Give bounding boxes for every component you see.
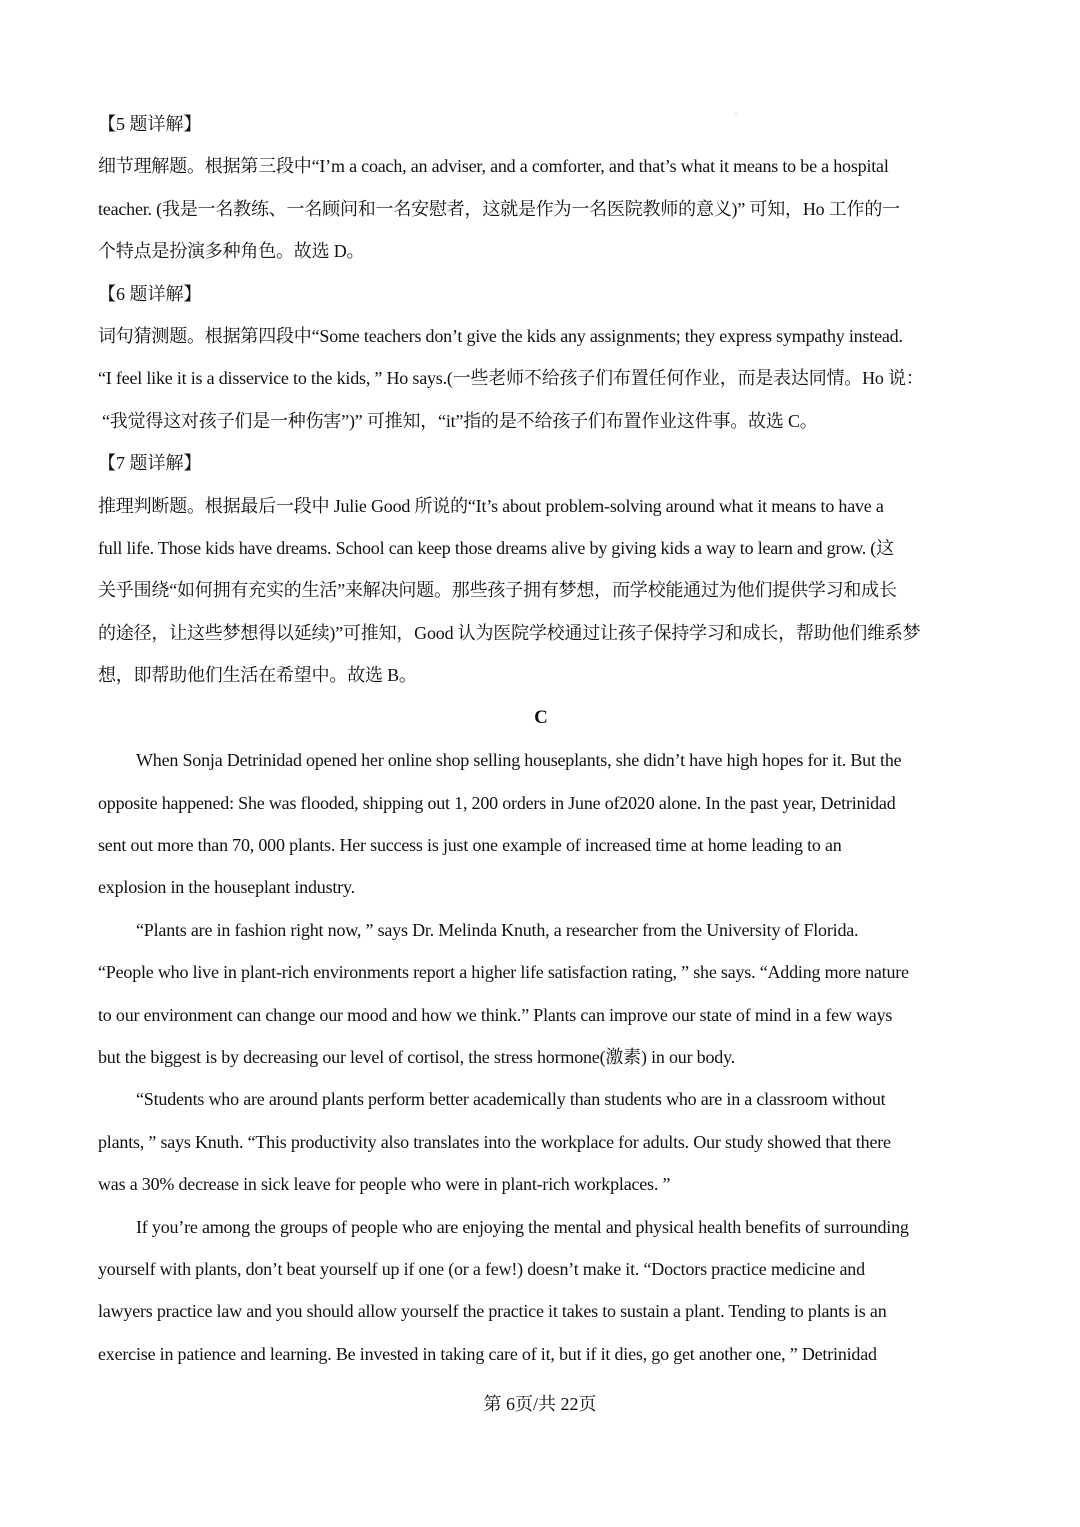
- text-line: If you’re among the groups of people who are enjoying the mental and physical health benefits of surrounding: [136, 1216, 909, 1237]
- text-line: to our environment can change our mood and how we think.” Plants can improve our state of mind in a few ways: [98, 1004, 893, 1025]
- passage-paragraph-1: [98, 739, 984, 909]
- answer-section-5: [98, 103, 984, 273]
- text-line: “People who live in plant-rich environments report a higher life satisfaction rating, ” she says. “Adding more nature: [98, 962, 909, 983]
- text-line: 细节理解题。根据第三段中“I’m a coach, an adviser, and a comforter, and that’s what it means to be a hospital: [98, 156, 889, 177]
- passage-paragraph-4: [98, 1206, 984, 1376]
- text-line: “I feel like it is a disservice to the kids, ” Ho says.(一些老师不给孩子们布置任何作业，而是表达同情。Ho 说：: [98, 368, 924, 389]
- text-line: “Plants are in fashion right now, ” says Dr. Melinda Knuth, a researcher from the University of Florida.: [136, 919, 859, 940]
- passage-title: C: [534, 706, 548, 728]
- text-line: “我觉得这对孩子们是一种伤害”)” 可推知，“it”指的是不给孩子们布置作业这件事。故选 C。: [102, 410, 818, 431]
- text-line: “Students who are around plants perform better academically than students who are in a classroom without: [136, 1089, 886, 1110]
- reading-passage-c: [98, 697, 984, 1376]
- text-line: explosion in the houseplant industry.: [98, 877, 355, 898]
- text-line: but the biggest is by decreasing our level of cortisol, the stress hormone(激素) in our body.: [98, 1046, 735, 1067]
- text-line: full life. Those kids have dreams. School can keep those dreams alive by giving kids a way to learn and grow. (这: [98, 538, 894, 559]
- section-heading: 【5 题详解】: [98, 114, 202, 134]
- section-heading: 【7 题详解】: [98, 453, 202, 474]
- text-line: opposite happened: She was flooded, shipping out 1, 200 orders in June of2020 alone. In the past year, Detrinidad: [98, 792, 896, 813]
- text-line: 的途径，让这些梦想得以延续)”可推知，Good 认为医院学校通过让孩子保持学习和成长，帮助他们维系梦: [98, 622, 921, 643]
- text-line: sent out more than 70, 000 plants. Her success is just one example of increased time at home leading to an: [98, 834, 842, 855]
- text-line: 推理判断题。根据最后一段中 Julie Good 所说的“It’s about problem-solving around what it means to have a: [98, 495, 884, 516]
- page-number-footer: 第 6页/共 22页: [483, 1394, 597, 1414]
- text-line: plants, ” says Knuth. “This productivity also translates into the workplace for adults. Our study showed that there: [98, 1131, 891, 1152]
- passage-paragraph-2: [98, 909, 984, 1079]
- text-line: 个特点是扮演多种角色。故选 D。: [98, 241, 365, 262]
- text-line: When Sonja Detrinidad opened her online shop selling houseplants, she didn’t have high hopes for it. But the: [136, 750, 902, 771]
- text-line: 想，即帮助他们生活在希望中。故选 B。: [98, 665, 417, 686]
- text-line: lawyers practice law and you should allow yourself the practice it takes to sustain a plant. Tending to plants is an: [98, 1301, 887, 1322]
- text-line: exercise in patience and learning. Be invested in taking care of it, but if it dies, go get another one, ” Detrinidad: [98, 1343, 877, 1364]
- text-line: 词句猜测题。根据第四段中“Some teachers don’t give the kids any assignments; they express sympathy instead.: [98, 326, 903, 347]
- text-line: teacher. (我是一名教练、一名顾问和一名安慰者，这就是作为一名医院教师的意义)” 可知，Ho 工作的一: [98, 198, 900, 219]
- text-line: yourself with plants, don’t beat yourself up if one (or a few!) doesn’t make it. “Doctors practice medicine and: [98, 1258, 865, 1279]
- document-body: [98, 103, 984, 1375]
- section-heading: 【6 题详解】: [98, 283, 202, 304]
- text-line: 关乎围绕“如何拥有充实的生活”来解决问题。那些孩子拥有梦想，而学校能通过为他们提供学习和成长: [98, 580, 897, 601]
- passage-paragraph-3: [98, 1078, 984, 1205]
- text-line: was a 30% decrease in sick leave for people who were in plant-rich workplaces. ”: [98, 1174, 671, 1195]
- answer-section-7: [98, 442, 984, 696]
- answer-section-6: [98, 273, 984, 443]
